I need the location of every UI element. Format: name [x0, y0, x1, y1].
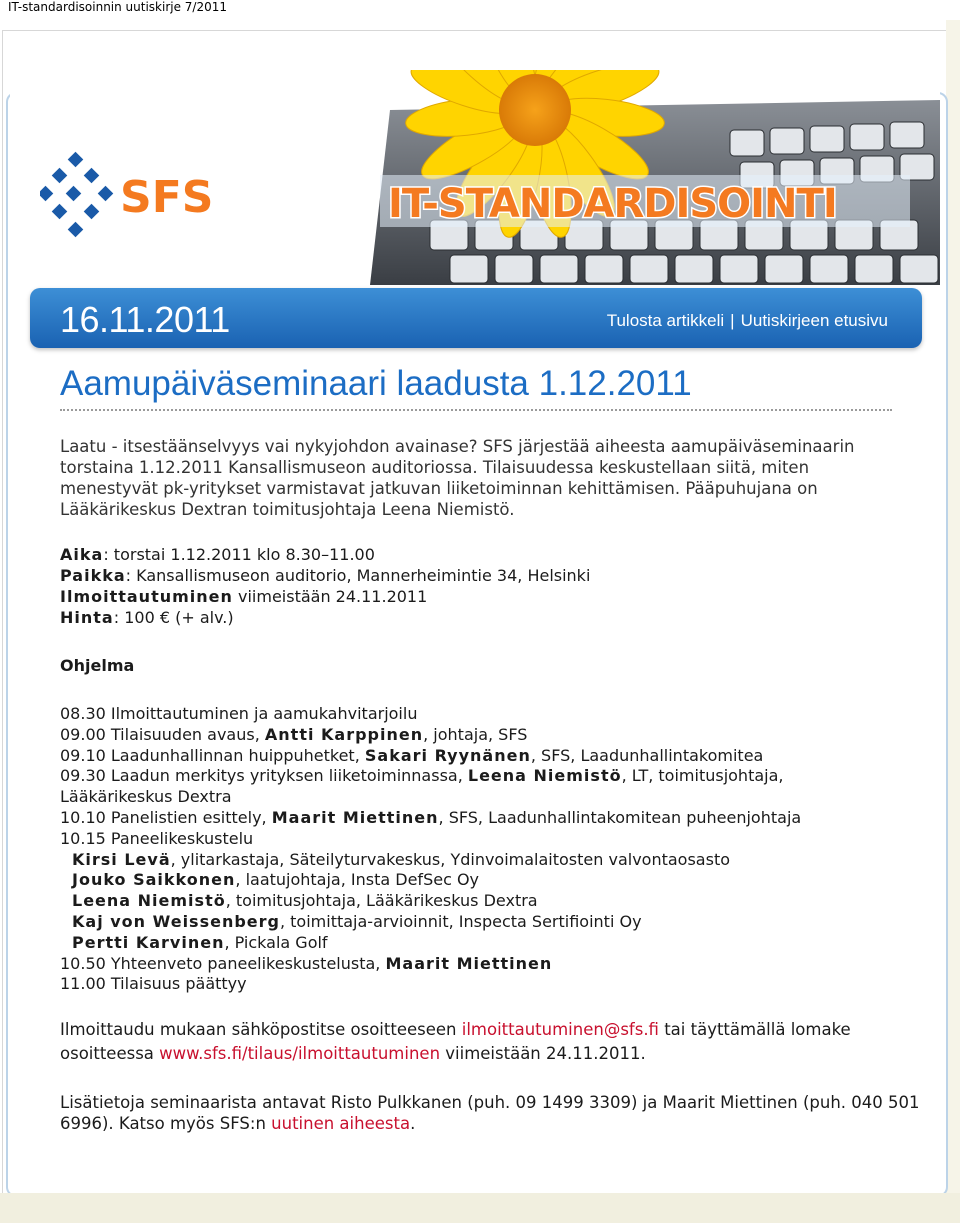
info-place: Paikka: Kansallismuseon auditorio, Mannerheimintie 34, Helsinki: [60, 566, 591, 585]
program-list: [60, 704, 940, 995]
logo-text: SFS: [120, 172, 214, 223]
panelist-item: Pertti Karvinen, Pickala Golf: [72, 932, 328, 952]
sfs-logo: [40, 150, 250, 250]
program-heading: Ohjelma: [60, 656, 135, 675]
program-item: 10.15 Paneelikeskustelu: [60, 828, 254, 848]
program-item: 10.50 Yhteenveto paneelikeskustelusta, Maarit Miettinen: [60, 953, 553, 973]
bottom-edge: [0, 1193, 960, 1223]
panelist-item: Kaj von Weissenberg, toimittaja-arvioinnit, Inspecta Sertifiointi Oy: [72, 911, 642, 931]
link-separator: |: [730, 311, 735, 330]
panelist-item: Leena Niemistö, toimitusjohtaja, Lääkärikeskus Dextra: [72, 891, 538, 911]
panelist-item: Kirsi Levä, ylitarkastaja, Säteilyturvakeskus, Ydinvoimalaitosten valvontaosasto: [72, 849, 731, 869]
event-info: [60, 544, 590, 628]
title-divider: [60, 409, 892, 411]
article-intro: Laatu - itsestäänselvyys vai nykyjohdon avainase? SFS järjestää aiheesta aamupäiväseminaarin torstaina 1.12.2011 Kansallismuseon auditoriossa. Tilaisuudessa keskustellaan siitä, miten menestyvät pk-yritykset varmistavat jatkuvan liiketoiminnan kehittämisen. Pääpuhujana on Lääkärikeskus Dextran toimitusjohtaja Leena Niemistö.: [60, 437, 855, 519]
contact-paragraph: Lisätietoja seminaarista antavat Risto Pulkkanen (puh. 09 1499 3309) ja Maarit Miettinen (puh. 040 501 6996). Katso myös SFS:n uutinen aiheesta.: [60, 1093, 920, 1133]
news-link[interactable]: uutinen aiheesta: [271, 1114, 411, 1133]
program-item-continued: Lääkärikeskus Dextra: [60, 787, 232, 807]
info-price: Hinta: 100 € (+ alv.): [60, 608, 234, 627]
program-item: 08.30 Ilmoittautuminen ja aamukahvitarjoilu: [60, 704, 418, 723]
info-registration: Ilmoittautuminen viimeistään 24.11.2011: [60, 587, 428, 606]
program-item: 11.00 Tilaisuus päättyy: [60, 974, 247, 994]
program-item: 09.10 Laadunhallinnan huippuhetket, Sakari Ryynänen, SFS, Laadunhallintakomitea: [60, 745, 764, 765]
panelist-item: Jouko Saikkonen, laatujohtaja, Insta DefSec Oy: [72, 870, 480, 890]
window-edge: [946, 20, 960, 1200]
article-title: Aamupäiväseminaari laadusta 1.12.2011: [60, 364, 692, 403]
issue-date: 16.11.2011: [60, 299, 230, 340]
program-item: 09.00 Tilaisuuden avaus, Antti Karppinen, johtaja, SFS: [60, 724, 528, 744]
browser-title: IT-standardisoinnin uutiskirje 7/2011: [8, 0, 228, 14]
registration-paragraph: Ilmoittaudu mukaan sähköpostitse osoitteeseen ilmoittautuminen@sfs.fi tai täyttämällä lomake osoitteessa www.sfs.fi/tilaus/ilmoittautuminen viimeistään 24.11.2011.: [60, 1020, 851, 1063]
program-item: 10.10 Panelistien esittely, Maarit Miettinen, SFS, Laadunhallintakomitean puheenjohtaja: [60, 807, 802, 827]
info-time: Aika: torstai 1.12.2011 klo 8.30–11.00: [60, 545, 375, 564]
banner-text: IT-STANDARDISOINTI: [388, 181, 837, 227]
print-article-link[interactable]: Tulosta artikkeli: [606, 311, 725, 330]
program-item: 09.30 Laadun merkitys yrityksen liiketoiminnassa, Leena Niemistö, LT, toimitusjohtaja,: [60, 766, 784, 786]
registration-form-link[interactable]: www.sfs.fi/tilaus/ilmoittautuminen: [159, 1044, 441, 1063]
registration-email-link[interactable]: ilmoittautuminen@sfs.fi: [461, 1020, 659, 1039]
header-links: [607, 310, 888, 332]
newsletter-home-link[interactable]: Uutiskirjeen etusivu: [740, 311, 888, 330]
